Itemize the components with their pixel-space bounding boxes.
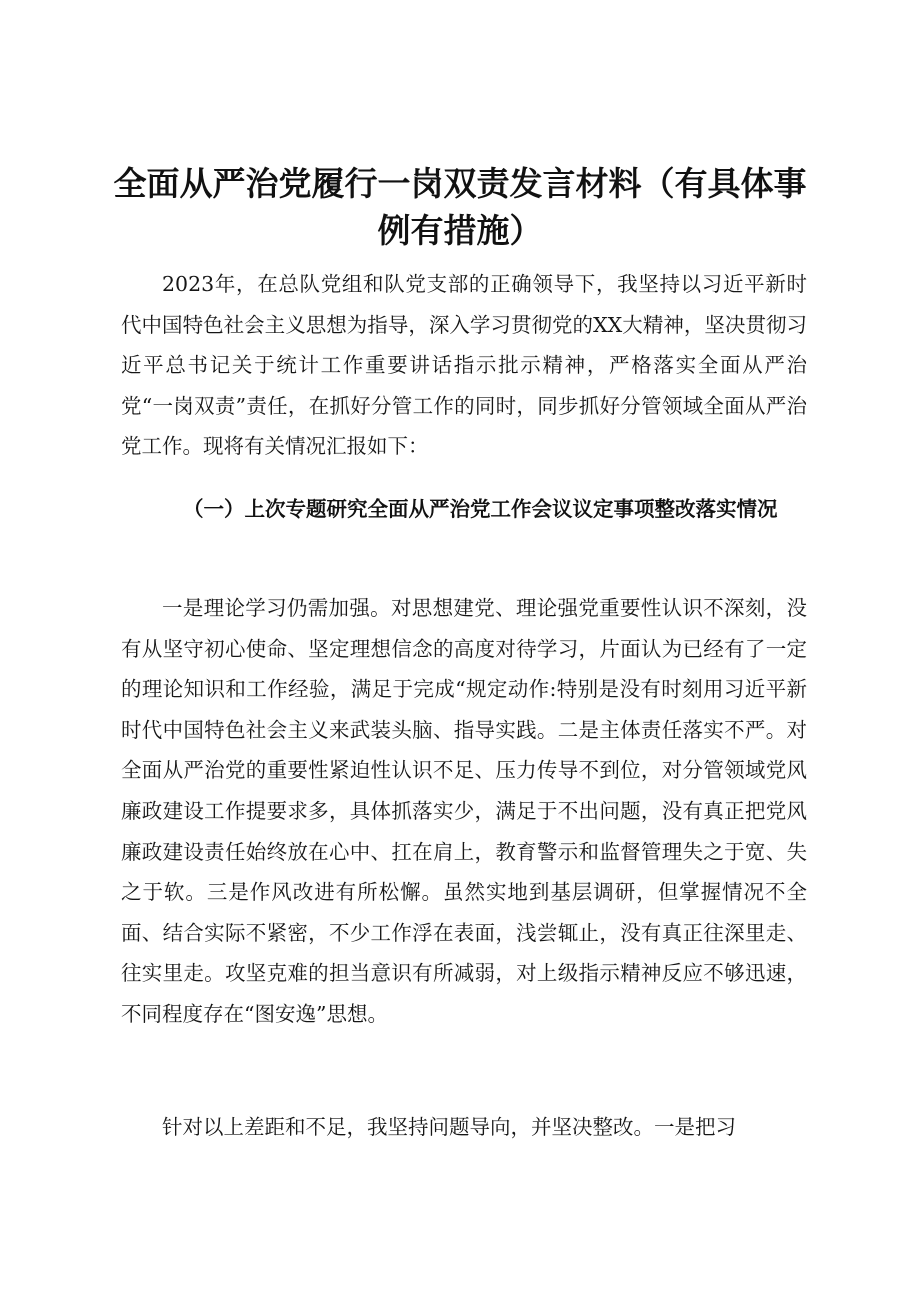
rectification-paragraph: 针对以上差距和不足，我坚持问题导向，并坚决整改。一是把习 — [162, 1115, 736, 1139]
document-title: 全面从严治党履行一岗双责发言材料（有具体事例有措施） — [113, 164, 807, 250]
intro-paragraph: 2023年，在总队党组和队党支部的正确领导下，我坚持以习近平新时代中国特色社会主义思想为指导，深入学习贯彻党的XX大精神，坚决贯彻习近平总书记关于统计工作重要讲话指示批示精神，严格落实全面从严治党“一岗双责”责任，在抓好分管工作的同时，同步抓好分管领域全面从严治党工作。现将有关情况汇报如下： — [121, 272, 807, 459]
issues-paragraph: 一是理论学习仍需加强。对思想建党、理论强党重要性认识不深刻，没有从坚守初心使命、坚定理想信念的高度对待学习，片面认为已经有了一定的理论知识和工作经验，满足于完成“规定动作:特别是没有时刻用习近平新时代中国特色社会主义来武装头脑、指导实践。二是主体责任落实不严。对全面从严治党的重要性紧迫性认识不足、压力传导不到位，对分管领域党风廉政建设工作提要求多，具体抓落实少，满足于不出问题，没有真正把党风廉政建设责任始终放在心中、扛在肩上，教育警示和监督管理失之于宽、失之于软。三是作风改进有所松懈。虽然实地到基层调研，但掌握情况不全面、结合实际不紧密，不少工作浮在表面，浅尝辄止，没有真正往深里走、往实里走。攻坚克难的担当意识有所减弱，对上级指示精神反应不够迅速，不同程度存在“图安逸”思想。 — [121, 596, 807, 1026]
section-heading: （一）上次专题研究全面从严治党工作会议议定事项整改落实情况 — [183, 497, 778, 521]
